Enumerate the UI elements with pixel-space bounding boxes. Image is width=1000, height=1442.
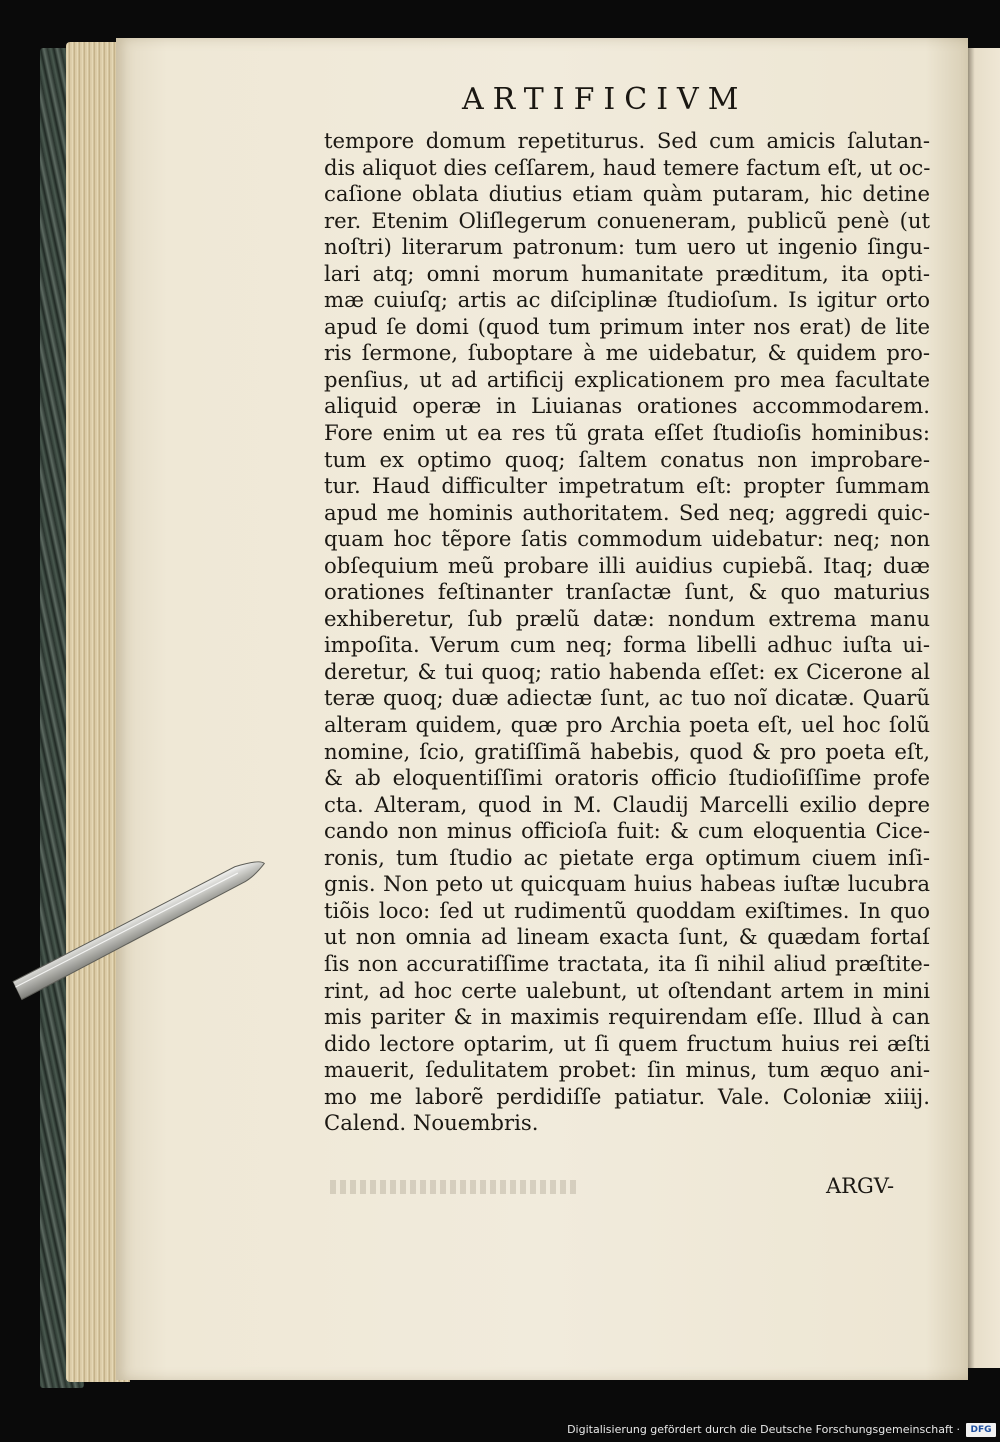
text-line: orationes feſtinanter tranſactӕ ſunt, & quo maturius <box>324 579 930 605</box>
text-line: alteram quidem, quӕ pro Archia poeta eſt, uel hoc ſolũ <box>324 712 930 738</box>
text-line: cando non minus officioſa fuit: & cum eloquentia Cice- <box>324 818 930 844</box>
text-line: ris ſermone, ſuboptare à me uidebatur, & quidem pro- <box>324 340 930 366</box>
text-line: mӕ cuiuſq; artis ac diſciplinӕ ſtudioſum. Is igitur orto <box>324 287 930 313</box>
text-line: noſtri) literarum patronum: tum uero ut ingenio ſingu- <box>324 234 930 260</box>
text-line: tur. Haud difficulter impetratum eſt: propter ſummam <box>324 473 930 499</box>
catchword: ARGV- <box>826 1174 895 1198</box>
text-line: aliquid operӕ in Liuianas orationes accommodarem. <box>324 393 930 419</box>
text-line: exhiberetur, ſub prӕlũ datӕ: nondum extrema manu <box>324 605 930 631</box>
text-line: penſius, ut ad artificij explicationem pro mea facultate <box>324 366 930 392</box>
text-line: Calend. Nouembris. <box>324 1110 539 1136</box>
body-text <box>324 128 930 1137</box>
text-line: rer. Etenim Oliſlegerum conueneram, publicũ penè (ut <box>324 207 930 233</box>
text-line: ut non omnia ad lineam exacta ſunt, & quӕdam fortaſ <box>324 924 930 950</box>
text-line: dido lectore optarim, ut ſi quem fructum huius rei ӕſti <box>324 1030 930 1056</box>
text-line: obſequium meũ probare illi auidius cupiebã. Itaq; duӕ <box>324 552 930 578</box>
text-line: Fore enim ut ea res tũ grata eſſet ſtudioſis hominibus: <box>324 420 930 446</box>
dfg-logo: DFG <box>966 1423 996 1437</box>
text-line: terӕ quoq; duӕ adiectӕ ſunt, ac tuo noĩ dicatӕ. Quarũ <box>324 685 930 711</box>
text-line: caſione oblata diutius etiam quàm putaram, hic detine <box>324 181 930 207</box>
ink-offset-mark <box>330 1180 580 1194</box>
facing-page-edge <box>964 48 1000 1368</box>
digitization-credit: Digitalisierung gefördert durch die Deutsche Forschungsgemeinschaft · <box>567 1423 960 1436</box>
text-line: impoſita. Verum cum neq; forma libelli adhuc iuſta ui- <box>324 632 930 658</box>
text-line: tum ex optimo quoq; ſaltem conatus non improbare- <box>324 446 930 472</box>
text-line: gnis. Non peto ut quicquam huius habeas iuſtӕ lucubra <box>324 871 930 897</box>
text-line: mauerit, ſedulitatem probet: ſin minus, tum ӕquo ani- <box>324 1057 930 1083</box>
text-line: quam hoc tẽpore ſatis commodum uidebatur: neq; non <box>324 526 930 552</box>
running-header: ARTIFICIVM <box>462 82 748 117</box>
text-line: deretur, & tui quoq; ratio habenda eſſet: ex Cicerone al <box>324 658 930 684</box>
text-line: lari atq; omni morum humanitate prӕditum, ita opti- <box>324 260 930 286</box>
text-line: & ab eloquentiſſimi oratoris officio ſtudioſiſſime profe <box>324 765 930 791</box>
text-line: dis aliquot dies ceſſarem, haud temere factum eſt, ut oc- <box>324 154 930 180</box>
text-line: tempore domum repetiturus. Sed cum amicis ſalutan- <box>324 128 930 153</box>
text-line: tiõis loco: ſed ut rudimentũ quoddam exiſtimes. In quo <box>324 897 930 923</box>
text-line: ronis, tum ſtudio ac pietate erga optimum ciuem inſi- <box>324 844 930 870</box>
text-line: cta. Alteram, quod in M. Claudij Marcelli exilio depre <box>324 791 930 817</box>
text-line: ſis non accuratiſſime tractata, ita ſi nihil aliud prӕſtite- <box>324 950 930 976</box>
text-line: nomine, ſcio, gratiſſimã habebis, quod & pro poeta eſt, <box>324 738 930 764</box>
text-line: mis pariter & in maximis requirendam eſſe. Illud à can <box>324 1004 930 1030</box>
text-line: apud me hominis authoritatem. Sed neq; aggredi quic- <box>324 499 930 525</box>
text-line: apud ſe domi (quod tum primum inter nos erat) de lite <box>324 313 930 339</box>
text-line: mo me laborẽ perdidiſſe patiatur. Vale. Coloniӕ xiiij. <box>324 1083 930 1109</box>
text-line: rint, ad hoc certe ualebunt, ut oſtendant artem in mini <box>324 977 930 1003</box>
